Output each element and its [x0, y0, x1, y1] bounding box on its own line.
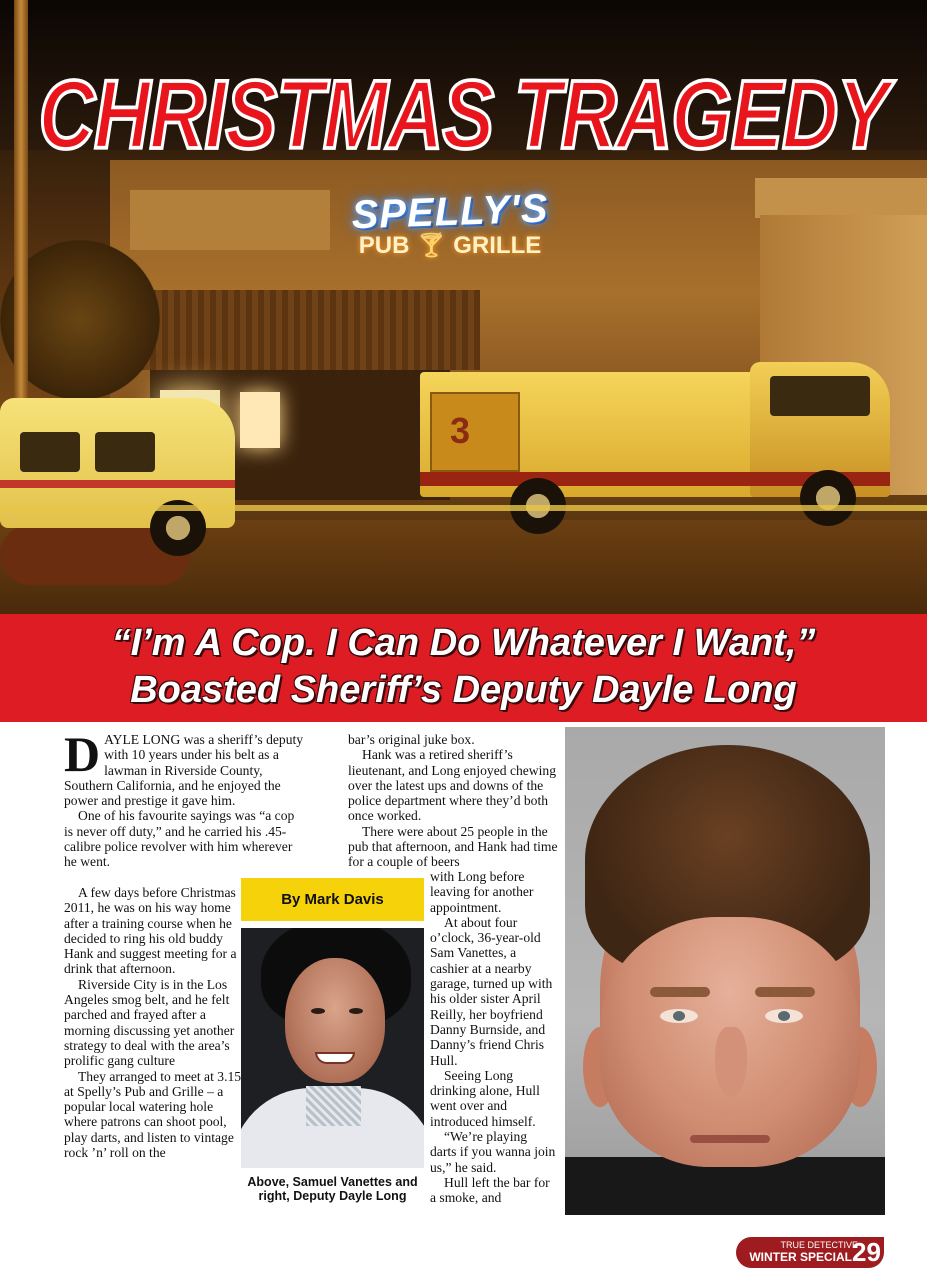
article-paragraph: Seeing Long drinking alone, Hull went over and introduced himself.	[430, 1067, 540, 1129]
building-parapet-right	[755, 178, 927, 218]
fire-truck-compartment	[430, 392, 520, 472]
article-paragraph	[64, 726, 306, 809]
article-paragraph: “We’re playing darts if you wanna join us,” he said.	[430, 1129, 556, 1175]
article-paragraph: Hull left the bar for a smoke, and	[430, 1174, 550, 1206]
eyebrow	[755, 987, 815, 997]
lit-doorway	[240, 392, 280, 448]
eye	[349, 1008, 363, 1014]
article-paragraph: At about four o’clock, 36-year-old Sam Vanettes, a cashier at a nearby garage, turned up with his older sister April Reilly, her boyfriend Danny Burnside, and Danny’s friend Chris Hull.	[430, 914, 553, 1068]
building-parapet	[130, 190, 330, 250]
subheadline	[0, 620, 927, 714]
fire-truck-number: 3	[450, 410, 471, 451]
article-paragraph: Hank was a retired sheriff’s lieutenant, and Long enjoyed chewing over the latest ups and downs of the police department where they’d both once worked.	[348, 747, 556, 824]
fire-truck-window	[770, 376, 870, 416]
face	[285, 958, 385, 1083]
article-column-2-lower	[430, 869, 556, 1206]
ambulance-window	[20, 432, 80, 472]
article-paragraph: bar’s original juke box.	[348, 732, 475, 747]
smile	[315, 1052, 355, 1064]
article-column-1	[64, 726, 306, 870]
ambulance-window	[95, 432, 155, 472]
ambulance-stripe	[0, 480, 235, 488]
paragraph-text: AYLE LONG was a sheriff’s deputy with 10 years under his belt as a lawman in Riverside County, Southern California, and he enjoyed the power and prestige it gave him.	[64, 732, 304, 809]
nose	[715, 1027, 747, 1097]
subheadline-line-2: Boasted Sheriff’s Deputy Dayle Long	[130, 669, 797, 711]
photo-samuel-vanettes	[241, 928, 424, 1168]
subheadline-line-1: “I’m A Cop. I Can Do Whatever I Want,”	[111, 622, 816, 664]
sign-line-1: SPELLY'S	[350, 186, 550, 238]
iris	[778, 1011, 790, 1021]
photo-caption: Above, Samuel Vanettes and right, Deputy Dayle Long	[247, 1175, 418, 1203]
page-footer-badge	[736, 1237, 884, 1268]
eye	[311, 1008, 325, 1014]
main-title: CHRISTMAS TRAGEDY	[38, 59, 889, 170]
eyebrow	[650, 987, 710, 997]
fire-truck-wheel	[800, 470, 856, 526]
iris	[673, 1011, 685, 1021]
publication-name: TRUE DETECTIVE	[780, 1240, 858, 1250]
martini-icon: 🍸︎	[416, 232, 447, 259]
sign-grille: GRILLE	[453, 232, 542, 259]
police-tape	[0, 505, 927, 511]
article-column-2	[348, 732, 558, 870]
section-name: WINTER SPECIAL	[749, 1250, 852, 1264]
drop-cap: D	[64, 726, 101, 782]
article-paragraph: There were about 25 people in the pub that afternoon, and Hank had time for a couple of beers	[348, 823, 558, 870]
article-column-1-lower	[64, 885, 242, 1160]
sign-pub: PUB	[358, 232, 410, 259]
page-number: 29	[852, 1237, 881, 1267]
mouth	[690, 1135, 770, 1143]
article-paragraph: A few days before Christmas 2011, he was on his way home after a training course when he decided to ring his old buddy Hank and suggest meeting for a drink that afternoon.	[64, 885, 237, 977]
photo-dayle-long-mugshot	[565, 727, 885, 1215]
hero-photo	[0, 0, 927, 614]
article-paragraph: One of his favourite sayings was “a cop is never off duty,” and he carried his .45-calibre police revolver with him wherever he went.	[64, 808, 295, 870]
article-paragraph: with Long before leaving for another appointment.	[430, 869, 534, 915]
collar	[306, 1086, 361, 1126]
byline: By Mark Davis	[241, 878, 424, 921]
spellys-neon-sign	[340, 186, 560, 270]
article-paragraph: They arranged to meet at 3.15 at Spelly’s Pub and Grille – a popular local watering hole where patrons can shoot pool, play darts, and listen to vintage rock ’n’ roll on the	[64, 1068, 242, 1161]
article-paragraph: Riverside City is in the Los Angeles smog belt, and he felt parched and frayed after a morning discussing yet another strategy to deal with the area’s prolific gang culture	[64, 976, 235, 1069]
